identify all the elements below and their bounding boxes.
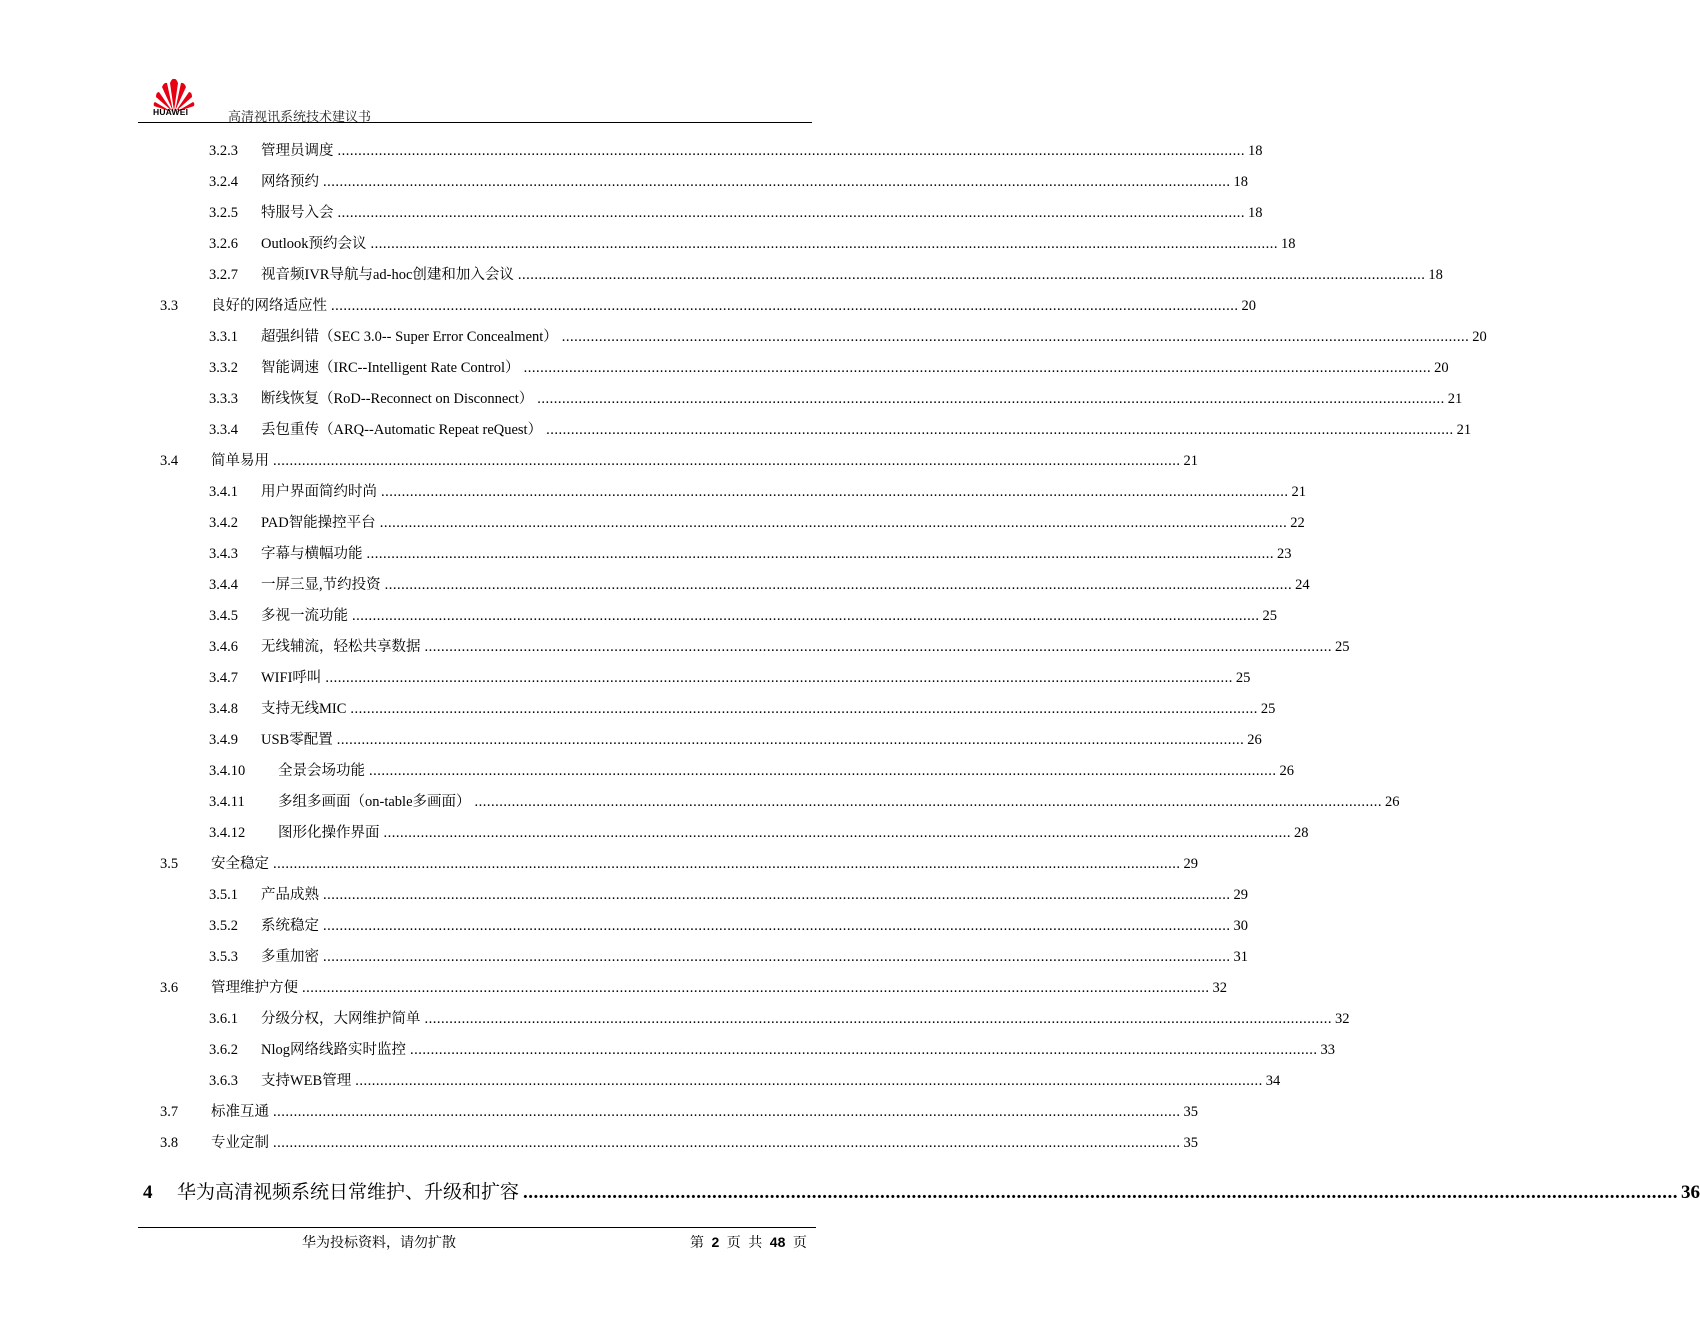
toc-entry-number: 3.2.5 — [209, 205, 238, 221]
toc-entry-number: 3.3.2 — [209, 360, 238, 376]
toc-entry[interactable] — [160, 976, 1227, 1000]
toc-entry-title: 良好的网络适应性 — [211, 298, 327, 314]
logo-wordmark: HUAWEI — [153, 107, 189, 117]
toc-entry-page: 21 — [1183, 453, 1198, 469]
toc-leader-dots: ............................................................................................................................................................................................................................ — [381, 484, 1289, 500]
toc-entry[interactable] — [209, 232, 1296, 256]
toc-leader-dots: ............................................................................................................................................................................................................................ — [474, 794, 1383, 810]
toc-entry[interactable] — [209, 573, 1310, 597]
toc-entry-number: 3.2.3 — [209, 143, 238, 159]
toc-entry-number: 3.5.3 — [209, 949, 238, 965]
toc-entry-page: 29 — [1183, 856, 1198, 872]
toc-entry[interactable] — [209, 1069, 1281, 1093]
toc-entry-page: 18 — [1281, 236, 1296, 252]
toc-leader-dots: ............................................................................................................................................................................................................................ — [355, 1073, 1263, 1089]
page-header — [0, 0, 950, 130]
toc-entry-title: 网络预约 — [261, 174, 319, 190]
toc-entry-title: WIFI呼叫 — [261, 670, 322, 686]
toc-leader-dots: ............................................................................................................................................................................................................................ — [517, 267, 1426, 283]
toc-entry[interactable] — [209, 821, 1309, 845]
toc-entry-title: 超强纠错（SEC 3.0-- Super Error Concealment） — [261, 329, 558, 345]
toc-leader-dots: ............................................................................................................................................................................................................................ — [384, 577, 1293, 593]
toc-leader-dots: ............................................................................................................................................................................................................................ — [273, 1104, 1181, 1120]
toc-entry-page: 18 — [1428, 267, 1443, 283]
toc-entry[interactable] — [209, 697, 1276, 721]
toc-entry-number: 3.6.1 — [209, 1011, 238, 1027]
footer-page-number — [690, 1232, 807, 1252]
toc-leader-dots: ............................................................................................................................................................................................................................ — [273, 453, 1181, 469]
toc-entry-page: 34 — [1265, 1073, 1281, 1089]
toc-leader-dots: ............................................................................................................................................................................................................................ — [537, 391, 1445, 407]
toc-entry-title: 支持无线MIC — [261, 701, 347, 717]
toc-entry-title: 系统稳定 — [261, 918, 319, 934]
toc-entry[interactable] — [209, 728, 1262, 752]
toc-leader-dots: ............................................................................................................................................................................................................................ — [370, 236, 1279, 252]
toc-entry-number: 3.5 — [160, 856, 179, 872]
toc-entry-page: 23 — [1277, 546, 1292, 562]
toc-entry-title: 用户界面简约时尚 — [261, 484, 377, 500]
toc-entry-number: 3.4.4 — [209, 577, 238, 593]
toc-entry-number: 3.7 — [160, 1104, 179, 1120]
toc-leader-dots: ............................................................................................................................................................................................................................ — [337, 143, 1245, 159]
toc-leader-dots: ............................................................................................................................................................................................................................ — [410, 1042, 1318, 1058]
toc-entry-page: 25 — [1235, 670, 1251, 686]
toc-entry-title: 特服号入会 — [261, 205, 334, 221]
toc-entry-title: Nlog网络线路实时监控 — [261, 1042, 406, 1058]
toc-entry-number: 3.4.3 — [209, 546, 238, 562]
toc-entry-number: 3.4.8 — [209, 701, 238, 717]
toc-entry-page: 29 — [1233, 887, 1248, 903]
toc-entry-page: 26 — [1247, 732, 1262, 748]
toc-leader-dots: ............................................................................................................................................................................................................................ — [350, 701, 1258, 717]
toc-entry-number: 3.4.7 — [209, 670, 238, 686]
toc-entry-title: 简单易用 — [211, 453, 269, 469]
toc-entry-page: 25 — [1335, 639, 1350, 655]
toc-leader-dots: ............................................................................................................................................................................................................................ — [546, 422, 1454, 438]
toc-leader-dots: ............................................................................................................................................................................................................................ — [273, 856, 1181, 872]
toc-leader-dots: ............................................................................................................................................................................................................................ — [369, 763, 1277, 779]
toc-entry-number: 3.8 — [160, 1135, 179, 1151]
document-title: 高清视讯系统技术建议书 — [228, 109, 372, 124]
toc-entry-title: 管理员调度 — [261, 143, 334, 159]
toc-entry-title: 多视一流功能 — [261, 608, 348, 624]
toc-entry-page: 25 — [1260, 701, 1276, 717]
toc-entry-number: 3.4.11 — [209, 794, 245, 810]
toc-entry[interactable] — [209, 945, 1248, 969]
toc-entry-title: 断线恢复（RoD--Reconnect on Disconnect） — [261, 391, 534, 407]
toc-entry[interactable] — [209, 1007, 1350, 1031]
toc-entry[interactable] — [209, 511, 1305, 535]
toc-entry[interactable] — [160, 852, 1198, 876]
footer-confidential-note: 华为投标资料，请勿扩散 — [302, 1236, 456, 1251]
toc-entry-page: 25 — [1262, 608, 1277, 624]
toc-entry-number: 3.4.5 — [209, 608, 238, 624]
toc-entry-number: 3.5.2 — [209, 918, 238, 934]
toc-entry[interactable] — [209, 356, 1449, 380]
toc-leader-dots: ............................................................................................................................................................................................................................ — [337, 205, 1245, 221]
toc-entry[interactable] — [209, 201, 1263, 225]
page-total: 48 — [769, 1234, 786, 1250]
toc-entry-number: 3.3.3 — [209, 391, 238, 407]
toc-entry-page: 26 — [1385, 794, 1400, 810]
toc-entry-title: 智能调速（IRC--Intelligent Rate Control） — [261, 360, 520, 376]
toc-entry-number: 3.6.3 — [209, 1073, 238, 1089]
toc-entry-page: 24 — [1295, 577, 1310, 593]
toc-entry-number: 3.3 — [160, 298, 179, 314]
toc-entry-page: 21 — [1447, 391, 1463, 407]
toc-entry-title: 视音频IVR导航与ad-hoc创建和加入会议 — [261, 267, 514, 283]
toc-leader-dots: ............................................................................................................................................................................................................................ — [379, 515, 1288, 531]
page-suffix: 页 — [792, 1236, 807, 1251]
toc-entry-number: 3.2.7 — [209, 267, 238, 283]
toc-entry[interactable] — [143, 1178, 1700, 1208]
toc-leader-dots: ............................................................................................................................................................................................................................ — [323, 174, 1231, 190]
toc-entry-title: 多重加密 — [261, 949, 319, 965]
toc-leader-dots: ............................................................................................................................................................................................................................ — [323, 887, 1231, 903]
toc-entry[interactable] — [209, 759, 1294, 783]
toc-entry-number: 3.5.1 — [209, 887, 238, 903]
toc-entry[interactable] — [160, 449, 1198, 473]
toc-leader-dots: ............................................................................................................................................................................................................................ — [523, 360, 1432, 376]
toc-entry-page: 18 — [1248, 143, 1263, 159]
toc-leader-dots: ............................................................................................................................................................................................................................ — [424, 639, 1332, 655]
toc-leader-dots: ............................................................................................................................................................................................................................ — [302, 980, 1210, 996]
toc-entry-number: 3.6.2 — [209, 1042, 238, 1058]
toc-entry-number: 3.2.4 — [209, 174, 238, 190]
toc-entry-number: 3.4.10 — [209, 763, 246, 779]
toc-entry-title: 全景会场功能 — [278, 763, 365, 779]
toc-entry-number: 3.4 — [160, 453, 179, 469]
toc-entry-title: 产品成熟 — [261, 887, 319, 903]
toc-entry[interactable] — [209, 883, 1248, 907]
toc-leader-dots: ............................................................................................................................................................................................................................ — [273, 1135, 1181, 1151]
header-divider — [138, 122, 812, 123]
toc-entry-title: 丢包重传（ARQ--Automatic Repeat reQuest） — [261, 422, 543, 438]
toc-entry[interactable] — [209, 1038, 1335, 1062]
toc-entry-number: 3.3.1 — [209, 329, 238, 345]
toc-entry-page: 20 — [1241, 298, 1256, 314]
toc-entry-page: 33 — [1320, 1042, 1335, 1058]
toc-entry-page: 35 — [1183, 1104, 1198, 1120]
toc-leader-dots: ............................................................................................................................................................................................................................ — [383, 825, 1291, 841]
toc-entry-number: 3.3.4 — [209, 422, 238, 438]
toc-leader-dots: ............................................................................................................................................................................................................................ — [323, 949, 1231, 965]
toc-entry-page: 30 — [1233, 918, 1248, 934]
toc-entry[interactable] — [209, 170, 1248, 194]
toc-entry-page: 18 — [1248, 205, 1263, 221]
toc-entry-title: 多组多画面（on-table多画面） — [278, 794, 471, 810]
toc-entry-page: 32 — [1335, 1011, 1350, 1027]
toc-entry-title: 图形化操作界面 — [278, 825, 380, 841]
toc-entry-title: Outlook预约会议 — [261, 236, 367, 252]
toc-entry-page: 28 — [1294, 825, 1309, 841]
toc-entry[interactable] — [160, 294, 1256, 318]
toc-leader-dots: ............................................................................................................................................................................................................................ — [323, 918, 1231, 934]
toc-entry[interactable] — [209, 325, 1487, 349]
toc-entry-number: 3.4.12 — [209, 825, 246, 841]
toc-entry-title: 无线辅流，轻松共享数据 — [261, 639, 421, 655]
toc-entry-title: 字幕与横幅功能 — [261, 546, 363, 562]
page-current: 2 — [711, 1234, 720, 1250]
toc-entry[interactable] — [209, 914, 1248, 938]
toc-entry[interactable] — [209, 542, 1292, 566]
toc-leader-dots: ............................................................................................................................................................................................................................ — [366, 546, 1274, 562]
toc-leader-dots: ............................................................................................................................................................................................................................ — [331, 298, 1239, 314]
toc-entry-title: 专业定制 — [211, 1135, 269, 1151]
toc-leader-dots: ............................................................................................................................................................................................................................ — [325, 670, 1233, 686]
footer-divider — [138, 1227, 816, 1228]
toc-entry[interactable] — [209, 418, 1472, 442]
toc-entry-title: USB零配置 — [261, 732, 333, 748]
toc-entry-number: 3.2.6 — [209, 236, 238, 252]
toc-entry-title: PAD智能操控平台 — [261, 515, 376, 531]
toc-entry[interactable] — [160, 1131, 1198, 1155]
toc-entry-title: 支持WEB管理 — [261, 1073, 352, 1089]
toc-leader-dots: ............................................................................................................................................................................................................................ — [561, 329, 1470, 345]
toc-entry-number: 3.4.9 — [209, 732, 238, 748]
toc-entry-number: 3.4.1 — [209, 484, 238, 500]
toc-entry-title: 管理维护方便 — [211, 980, 298, 996]
toc-entry[interactable] — [209, 480, 1306, 504]
toc-entry[interactable] — [209, 635, 1350, 659]
toc-entry-number: 3.4.6 — [209, 639, 238, 655]
toc-entry-page: 20 — [1472, 329, 1487, 345]
toc-entry[interactable] — [209, 790, 1400, 814]
page-mid: 页 共 — [726, 1236, 763, 1251]
page-prefix: 第 — [690, 1236, 704, 1251]
toc-leader-dots: ............................................................................................................................................................................................................................ — [424, 1011, 1332, 1027]
toc-entry[interactable] — [209, 666, 1251, 690]
toc-entry[interactable] — [209, 604, 1277, 628]
toc-entry-number: 3.6 — [160, 980, 179, 996]
toc-entry-title: 安全稳定 — [211, 856, 269, 872]
toc-entry-page: 21 — [1456, 422, 1472, 438]
toc-entry-title: 一屏三显,节约投资 — [261, 577, 381, 593]
toc-entry-page: 31 — [1233, 949, 1248, 965]
toc-entry-page: 21 — [1291, 484, 1306, 500]
toc-entry-page: 22 — [1290, 515, 1305, 531]
toc-entry-number: 4 — [143, 1182, 153, 1203]
toc-entry-page: 18 — [1233, 174, 1248, 190]
toc-entry[interactable] — [209, 263, 1443, 287]
toc-leader-dots: ............................................................................................................................................................................................................................ — [523, 1182, 1679, 1203]
toc-entry-page: 36 — [1681, 1182, 1700, 1203]
toc-entry-title: 华为高清视频系统日常维护、升级和扩容 — [177, 1182, 520, 1203]
toc-entry-page: 20 — [1434, 360, 1449, 376]
toc-entry-title: 标准互通 — [211, 1104, 269, 1120]
toc-leader-dots: ............................................................................................................................................................................................................................ — [352, 608, 1260, 624]
toc-entry-page: 26 — [1279, 763, 1294, 779]
toc-entry[interactable] — [160, 1100, 1198, 1124]
toc-entry[interactable] — [209, 139, 1263, 163]
toc-entry-number: 3.4.2 — [209, 515, 238, 531]
toc-entry-title: 分级分权，大网维护简单 — [261, 1011, 421, 1027]
toc-entry[interactable] — [209, 387, 1463, 411]
toc-entry-page: 32 — [1212, 980, 1227, 996]
toc-entry-page: 35 — [1183, 1135, 1198, 1151]
toc-leader-dots: ............................................................................................................................................................................................................................ — [336, 732, 1245, 748]
